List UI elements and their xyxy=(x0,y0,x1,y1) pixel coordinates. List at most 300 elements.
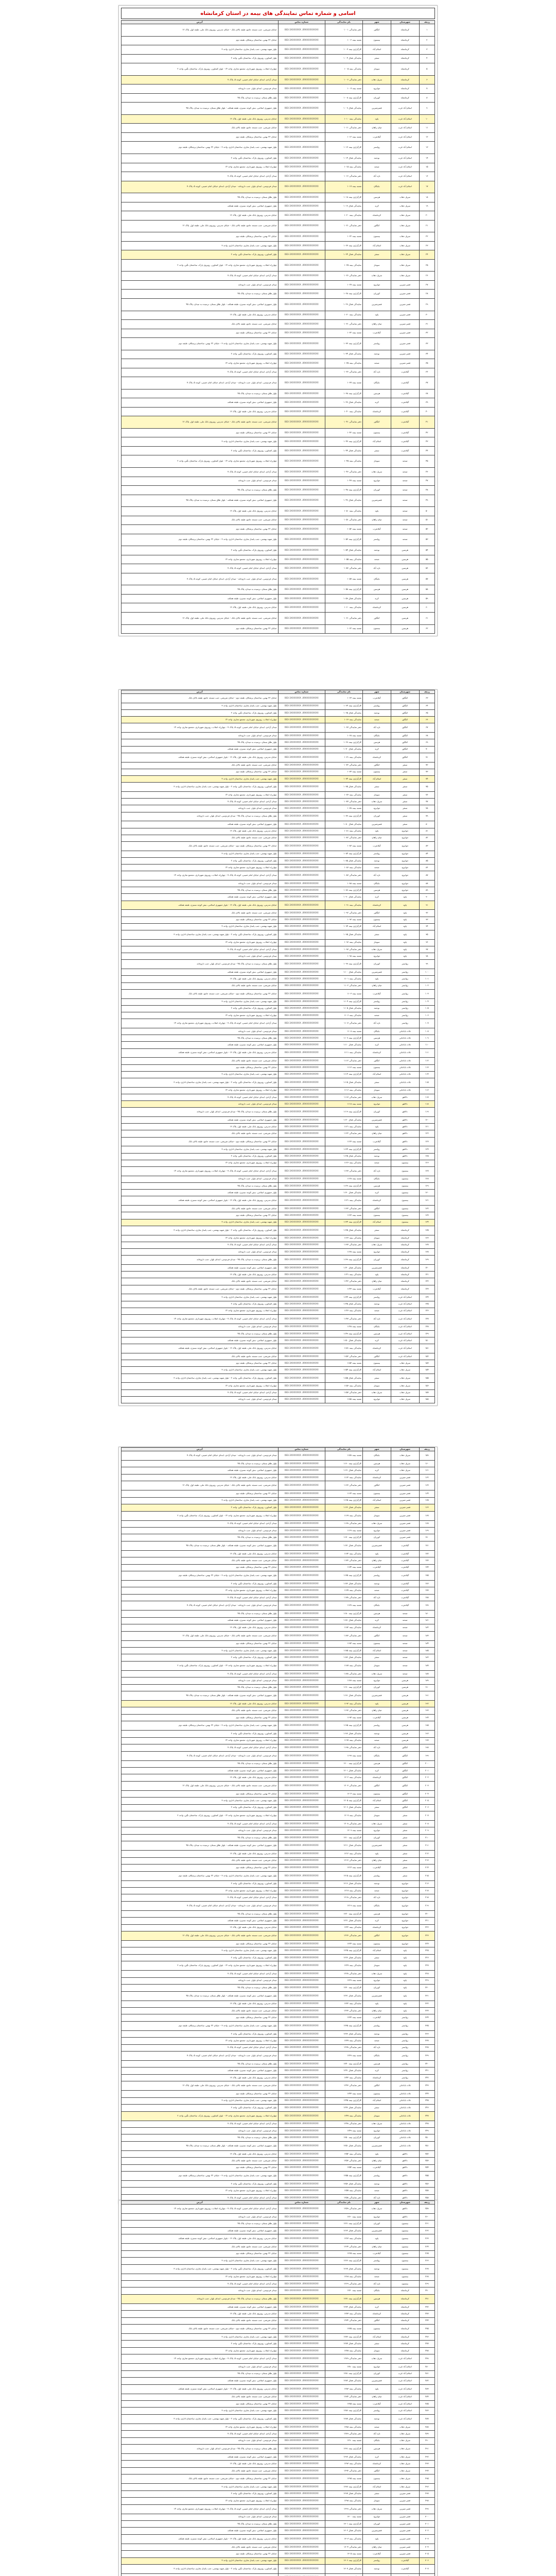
county-cell: بیستون xyxy=(391,2234,419,2244)
contact-cell: 083-3XXXXXXX ،09XXXXXXXXX xyxy=(278,930,325,940)
city-cell: قصرشیرین xyxy=(362,1541,391,1550)
column-header: شماره تماس xyxy=(278,21,325,24)
county-cell: قصر شیرین xyxy=(391,280,419,290)
row-number: ۱۰ xyxy=(419,114,435,124)
row-number: ۵۲ xyxy=(419,525,435,534)
agent-name-cell: دفتر نمایندگی ۱۲۹۴ xyxy=(325,2467,362,2474)
row-number: ۱۴۵ xyxy=(419,1301,435,1308)
contact-cell: 083-3XXXXXXX ،09XXXXXXXXX xyxy=(278,163,325,172)
contact-cell: 083-3XXXXXXX ،09XXXXXXXXX xyxy=(278,2424,325,2430)
county-cell: روانسر xyxy=(391,2014,419,2021)
table-row xyxy=(121,1461,435,1467)
address-cell: میدان فردوسی، ابتدای بلوار، جنب داروخانه - میدان آزادی، ابتدای خیابان امام خمینی، کوچه ۵، پلاک ۷ xyxy=(121,377,279,389)
county-cell: ثلاث باباجانی xyxy=(391,2111,419,2121)
contact-cell: 083-3XXXXXXX ،09XXXXXXXXX xyxy=(278,841,325,851)
table-row xyxy=(121,1101,435,1108)
county-cell: گیلانغرب xyxy=(391,1594,419,1601)
agent-name-cell: شعبه بیمه ۱۱۶۹ xyxy=(325,1527,362,1534)
table-row xyxy=(121,1751,435,1760)
agent-name-cell: کارگزاری بیمه ۱۳۰۱ xyxy=(325,2520,362,2527)
city-cell: جوانرود xyxy=(362,2214,391,2221)
city-cell: هرسین xyxy=(362,887,391,894)
city-cell: سنقر xyxy=(362,2490,391,2497)
address-cell: بلوار جمهوری اسلامی، نبش کوچه نسترن، طبقه همکف xyxy=(121,2378,279,2384)
address-cell: بلوار طاق بستان، نرسیده به میدان، پلاک ۴۵ xyxy=(121,2221,279,2227)
contact-cell: 083-3XXXXXXX ،09XXXXXXXXX xyxy=(278,1781,325,1790)
row-number: ۱۵۳ xyxy=(419,1360,435,1367)
address-cell: خیابان مدرس، روبروی بانک ملی، طبقه اول، پلاک ۱۲ xyxy=(121,1272,279,1278)
county-cell: کرمانشاه xyxy=(391,2287,419,2294)
address-cell: بلوار شهید بهشتی، جنب پاساژ تجاری، ساختمان اداری، واحد ۳ xyxy=(121,1219,279,1226)
contact-cell: 083-3XXXXXXX ،09XXXXXXXXX xyxy=(278,2274,325,2280)
address-cell: چهارراه انقلاب، روبروی شهرداری، مجتمع تجاری، واحد ۱۴ xyxy=(121,1235,279,1242)
table-row xyxy=(121,1242,435,1248)
agent-name-cell: کارگزاری بیمه ۱۰۷۹ xyxy=(325,812,362,821)
contact-cell: 083-3XXXXXXX ،09XXXXXXXXX xyxy=(278,1520,325,1527)
agent-name-cell: نمایندگی بیمه ۱۰۵۰ xyxy=(325,507,362,516)
county-cell: قصر شیرین xyxy=(391,1527,419,1534)
contact-cell: 083-3XXXXXXX ،09XXXXXXXXX xyxy=(278,2150,325,2157)
county-cell: دالاهو xyxy=(391,1101,419,1108)
table-row xyxy=(121,495,435,507)
table-row xyxy=(121,851,435,857)
row-number: ۱۷۹ xyxy=(419,1601,435,1611)
county-cell: سرپل ذهاب xyxy=(391,232,419,242)
city-cell: سومار xyxy=(362,1235,391,1242)
address-cell: خیابان مدرس، روبروی بانک ملی، طبقه اول، پلاک ۱۲ xyxy=(121,1924,279,1931)
county-cell: دالاهو xyxy=(391,1153,419,1160)
table-row xyxy=(121,2030,435,2037)
address-cell: میدان فردوسی، ابتدای بلوار، جنب داروخانه xyxy=(121,953,279,960)
contact-cell: 083-3XXXXXXX ،09XXXXXXXXX xyxy=(278,2001,325,2007)
contact-cell: 083-3XXXXXXX ،09XXXXXXXXX xyxy=(278,1774,325,1781)
agent-name-cell: نمایندگی فعال ۱۰۴۴ xyxy=(325,446,362,455)
agent-name-cell: نمایندگی فعال ۱۱۴۵ xyxy=(325,1301,362,1308)
row-number: ۲۲۰ xyxy=(419,1910,435,1917)
agent-name-cell: نمایندگی بیمه ۱۱۳۶ xyxy=(325,1235,362,1242)
table-row xyxy=(121,202,435,211)
row-number: ۱۳۱ xyxy=(419,1196,435,1206)
table-row xyxy=(121,1071,435,1078)
county-cell: هرسین xyxy=(391,1684,419,1691)
city-cell: گیلانغرب xyxy=(362,989,391,998)
address-cell: میدان آزادی، ابتدای خیابان امام خمینی، کوچه ۵، پلاک ۷ xyxy=(121,172,279,181)
address-cell: چهارراه انقلاب، روبروی شهرداری، مجتمع تجاری، واحد ۱۴ - بلوار کشاورز، روبروی پارک، ساختمان نگین، واحد ۲ xyxy=(121,1811,279,1821)
address-cell: بلوار طاق بستان، نرسیده به میدان، پلاک ۴۵ xyxy=(121,2061,279,2067)
city-cell: سومار xyxy=(362,1961,391,1971)
agent-name-cell: کارگزاری بیمه ۱۱۱۴ xyxy=(325,1071,362,1078)
table-row xyxy=(121,2188,435,2194)
row-number: ۱۹۰ xyxy=(419,1684,435,1691)
table-row xyxy=(121,969,435,976)
row-number: ۴ xyxy=(419,54,435,63)
address-cell: خیابان شریعتی، جنب مسجد جامع، طبقه بالای بانک xyxy=(121,1206,279,1212)
contact-cell: 083-3XXXXXXX ،09XXXXXXXXX xyxy=(278,329,325,338)
contact-cell: 083-3XXXXXXX ،09XXXXXXXXX xyxy=(278,1235,325,1242)
contact-cell: 083-3XXXXXXX ،09XXXXXXXXX xyxy=(278,894,325,901)
city-cell: کنگاور xyxy=(362,2317,391,2324)
row-number: ۲۹۶ xyxy=(419,2484,435,2490)
row-number: ۱۹۳ xyxy=(419,1707,435,1714)
city-cell: تازه آباد xyxy=(362,1314,391,1324)
table-row xyxy=(121,1124,435,1130)
city-cell: سرپل ذهاب xyxy=(362,2121,391,2127)
address-cell xyxy=(121,2574,279,2576)
city-cell: تازه آباد xyxy=(362,368,391,377)
contact-cell: 083-3XXXXXXX ،09XXXXXXXXX xyxy=(278,910,325,917)
column-header: شماره تماس xyxy=(278,690,325,694)
county-cell: دالاهو xyxy=(391,2214,419,2221)
table-row xyxy=(121,1617,435,1624)
table-row xyxy=(121,1581,435,1587)
county-cell: روانسر xyxy=(391,2074,419,2081)
city-cell: باینگان xyxy=(362,1451,391,1461)
city-cell: سرپل ذهاب xyxy=(362,468,391,477)
address-cell: چهارراه انقلاب، روبروی شهرداری، مجتمع تجاری، واحد ۱۴ - بلوار کشاورز، روبروی پارک، ساختمان نگین، واحد ۲ xyxy=(121,1661,279,1670)
city-cell: بیستون xyxy=(362,2475,391,2484)
county-cell: قصر شیرین xyxy=(391,1534,419,1541)
row-number: ۵۱ xyxy=(419,516,435,525)
address-cell: میدان آزادی، ابتدای خیابان امام خمینی، کوچه ۵، پلاک ۷ xyxy=(121,2121,279,2127)
county-cell: کرمانشاه xyxy=(391,1235,419,1242)
city-cell: سرپل ذهاب xyxy=(362,946,391,953)
row-number: ۱۳ xyxy=(419,142,435,154)
contact-cell: 083-3XXXXXXX ،09XXXXXXXXX xyxy=(278,2038,325,2044)
county-cell: بیستون xyxy=(391,1190,419,1196)
city-cell: تازه آباد xyxy=(362,2431,391,2437)
address-cell: بلوار طاق بستان، نرسیده به میدان، پلاک ۴۵ xyxy=(121,2370,279,2377)
county-cell: صحنه xyxy=(391,1647,419,1654)
agent-name-cell: کارگزاری بیمه ۱۰۳۸ xyxy=(325,389,362,398)
table-row xyxy=(121,124,435,133)
row-number: ۱۵۷ xyxy=(419,1389,435,1396)
contact-cell: 083-3XXXXXXX ،09XXXXXXXXX xyxy=(278,1019,325,1028)
agent-name-cell: شعبه بیمه ۱۰۶۳ xyxy=(325,694,362,703)
county-cell: ثلاث باباجانی xyxy=(391,2127,419,2134)
county-cell: سنقر xyxy=(391,799,419,805)
row-number: ۴۶ xyxy=(419,468,435,477)
city-cell: کنگاور xyxy=(362,910,391,917)
row-number: ۵۷ xyxy=(419,573,435,585)
contact-cell: 083-3XXXXXXX ،09XXXXXXXXX xyxy=(278,338,325,350)
city-cell: پاوه xyxy=(362,507,391,516)
address-cell: بلوار جمهوری اسلامی، نبش کوچه نسترن، طبقه همکف xyxy=(121,1190,279,1196)
address-cell: خیابان شریعتی، جنب مسجد جامع، طبقه بالای بانک xyxy=(121,2158,279,2164)
row-number: ۷۳ xyxy=(419,769,435,775)
agent-name-cell: نمایندگی فعال ۱۱۳۵ xyxy=(325,1226,362,1235)
contact-cell: 083-3XXXXXXX ،09XXXXXXXXX xyxy=(278,2303,325,2310)
city-cell: تازه آباد xyxy=(362,2194,391,2201)
address-cell: خیابان ۲۲ بهمن، ساختمان پزشکان، طبقه دوم xyxy=(121,1714,279,1721)
county-cell: پاوه xyxy=(391,901,419,910)
address-cell: خیابان شریعتی، جنب مسجد جامع، طبقه بالای بانک xyxy=(121,320,279,329)
contact-cell: 083-3XXXXXXX ،09XXXXXXXXX xyxy=(278,507,325,516)
city-cell: پاوه xyxy=(362,1701,391,1707)
row-number: ۱۲ xyxy=(419,132,435,142)
agent-name-cell: کارگزاری بیمه ۱۱۵۴ xyxy=(325,1367,362,1374)
table-row xyxy=(121,871,435,880)
agent-name-cell: دفتر نمایندگی ۱۲۳۸ xyxy=(325,2044,362,2051)
table-row xyxy=(121,2038,435,2044)
city-cell: کوزران xyxy=(362,2134,391,2141)
contact-cell: 083-3XXXXXXX ،09XXXXXXXXX xyxy=(278,1264,325,1271)
contact-cell: 083-3XXXXXXX ،09XXXXXXXXX xyxy=(278,1941,325,1947)
row-number: ۵ xyxy=(419,63,435,76)
county-cell: اسلام آباد غرب xyxy=(391,181,419,193)
agent-name-cell: کارگزاری بیمه ۱۰۲۳ xyxy=(325,241,362,250)
agent-name-cell: کارگزاری بیمه ۱۱۹۰ xyxy=(325,1684,362,1691)
county-cell: کرمانشاه xyxy=(391,2303,419,2310)
address-cell: میدان آزادی، ابتدای خیابان امام خمینی، کوچه ۵، پلاک ۷ xyxy=(121,1971,279,1977)
row-number: ۷۸ xyxy=(419,805,435,812)
address-cell: بلوار شهید بهشتی، جنب پاساژ تجاری، ساختمان اداری، واحد ۳ xyxy=(121,2484,279,2490)
county-cell: سنقر xyxy=(391,1871,419,1880)
county-cell: روانسر xyxy=(391,1019,419,1028)
contact-cell: 083-3XXXXXXX ،09XXXXXXXXX xyxy=(278,1474,325,1481)
contact-cell xyxy=(278,2574,325,2576)
agent-name-cell: کارگزاری بیمه ۱۰۷۴ xyxy=(325,775,362,782)
row-number: ۲۹۴ xyxy=(419,2467,435,2474)
agent-name-cell: کارگزاری بیمه ۱۰۱۸ xyxy=(325,193,362,202)
address-cell: بلوار طاق بستان، نرسیده به میدان، پلاک ۴۵ xyxy=(121,93,279,103)
county-cell: بیستون xyxy=(391,2280,419,2287)
county-cell: جوانرود xyxy=(391,865,419,871)
address-cell: میدان فردوسی، ابتدای بلوار، جنب داروخانه - میدان آزادی، ابتدای خیابان امام خمینی، کوچه ۵، پلاک ۷ xyxy=(121,1751,279,1760)
address-cell: بلوار کشاورز، روبروی پارک، ساختمان نگین، واحد ۲ xyxy=(121,2490,279,2497)
agent-name-cell: نمایندگی بیمه ۱۱۵۱ xyxy=(325,1344,362,1353)
county-cell: بیستون xyxy=(391,2264,419,2274)
table-header-row xyxy=(121,1448,435,1451)
agent-name-cell: نمایندگی فعال ۱۲۴۶ xyxy=(325,2105,362,2111)
contact-cell: 083-3XXXXXXX ،09XXXXXXXXX xyxy=(278,181,325,193)
city-cell: باینگان xyxy=(362,181,391,193)
county-cell: کنگاور xyxy=(391,1781,419,1790)
city-cell: پاوه xyxy=(362,114,391,124)
table-row xyxy=(121,1721,435,1731)
agent-name-cell: کارگزاری بیمه ۱۰۶۴ xyxy=(325,703,362,709)
city-cell: کوزران xyxy=(362,2370,391,2377)
city-cell: کرند xyxy=(362,1617,391,1624)
table-row xyxy=(121,739,435,746)
contact-cell: 083-3XXXXXXX ،09XXXXXXXXX xyxy=(278,1640,325,1647)
address-cell: خیابان شریعتی، جنب مسجد جامع، طبقه بالای بانک xyxy=(121,2317,279,2324)
agent-name-cell: شعبه بیمه ۱۰۵۷ xyxy=(325,573,362,585)
agent-name-cell: شعبه بیمه ۱۰۱۲ xyxy=(325,132,362,142)
row-number: ۱۶۴ xyxy=(419,1490,435,1497)
city-cell: پاوه xyxy=(362,311,391,320)
city-cell: سومار xyxy=(362,2111,391,2121)
city-cell: کرند xyxy=(362,1918,391,1924)
agent-name-cell: نمایندگی بیمه ۱۱۹۷ xyxy=(325,1737,362,1744)
city-cell: گیلانغرب xyxy=(362,2400,391,2407)
county-cell: سرپل ذهاب xyxy=(391,272,419,281)
address-cell: بلوار کشاورز، روبروی پارک، ساختمان نگین، واحد ۲ - بلوار شهید بهشتی، جنب پاساژ تجاری، ساختمان اداری، واحد ۳ xyxy=(121,2565,279,2574)
table-row xyxy=(121,791,435,798)
city-cell: صحنه xyxy=(362,1308,391,1314)
city-cell: جوانرود xyxy=(362,2514,391,2520)
agent-name-cell: دفتر نمایندگی ۱۰۳۱ xyxy=(325,320,362,329)
address-cell: چهارراه انقلاب، روبروی شهرداری، مجتمع تجاری، واحد ۱۴ - بلوار کشاورز، روبروی پارک، ساختمان نگین، واحد ۲ xyxy=(121,455,279,468)
row-number: ۱۷۰ xyxy=(419,1534,435,1541)
table-row xyxy=(121,45,435,55)
contact-cell: 083-3XXXXXXX ،09XXXXXXXXX xyxy=(278,821,325,828)
table-row xyxy=(121,733,435,739)
row-number: ۲۷۴ xyxy=(419,2317,435,2324)
row-number: ۴۰ xyxy=(419,407,435,416)
contact-cell: 083-3XXXXXXX ،09XXXXXXXXX xyxy=(278,812,325,821)
city-cell: کرمانشاه xyxy=(362,2074,391,2081)
contact-cell: 083-3XXXXXXX ،09XXXXXXXXX xyxy=(278,1101,325,1108)
contact-cell: 083-3XXXXXXX ،09XXXXXXXXX xyxy=(278,2414,325,2424)
row-number: ۱۸ xyxy=(419,193,435,202)
row-number: ۱۰۴ xyxy=(419,998,435,1005)
row-number: ۲۱۲ xyxy=(419,1851,435,1857)
contact-cell: 083-3XXXXXXX ،09XXXXXXXXX xyxy=(278,2121,325,2127)
county-cell: صحنه xyxy=(391,1624,419,1631)
row-number: ۲۱۶ xyxy=(419,1880,435,1887)
contact-cell: 083-3XXXXXXX ،09XXXXXXXXX xyxy=(278,84,325,94)
agent-name-cell: دفتر نمایندگی ۱۱۲۷ xyxy=(325,1167,362,1176)
city-cell: تازه آباد xyxy=(362,1019,391,1028)
agent-name-cell: نمایندگی بیمه ۱۱۸۲ xyxy=(325,1624,362,1631)
county-cell: پاوه xyxy=(391,2001,419,2007)
county-cell: صحنه xyxy=(391,516,419,525)
address-cell: بلوار کشاورز، روبروی پارک، ساختمان نگین، واحد ۲ xyxy=(121,1731,279,1737)
address-cell: میدان آزادی، ابتدای خیابان امام خمینی، کوچه ۵، پلاک ۷ xyxy=(121,564,279,573)
city-cell: صحنه xyxy=(362,2188,391,2194)
county-cell: کرمانشاه xyxy=(391,1278,419,1285)
agent-name-cell: شعبه بیمه ۱۰۳۷ xyxy=(325,377,362,389)
city-cell: میان راهان xyxy=(362,1278,391,1285)
agent-name-cell: شعبه بیمه ۱۱۵۳ xyxy=(325,1360,362,1367)
contact-cell: 083-3XXXXXXX ،09XXXXXXXXX xyxy=(278,762,325,769)
county-cell: جوانرود xyxy=(391,1910,419,1917)
county-cell: دالاهو xyxy=(391,1117,419,1124)
contact-cell: 083-3XXXXXXX ،09XXXXXXXXX xyxy=(278,710,325,717)
table-row xyxy=(121,1894,435,1901)
address-cell: میدان آزادی، ابتدای خیابان امام خمینی، کوچه ۵، پلاک ۷ xyxy=(121,1389,279,1396)
agent-name-cell: کارگزاری بیمه ۱۲۱۵ xyxy=(325,1871,362,1880)
agent-name-cell: دفتر نمایندگی ۱۱۳۷ xyxy=(325,1242,362,1248)
county-cell: کرمانشاه xyxy=(391,54,419,63)
row-number: ۱۶۹ xyxy=(419,1527,435,1534)
address-cell: بلوار کشاورز، روبروی پارک، ساختمان نگین، واحد ۲ - بلوار شهید بهشتی، جنب پاساژ تجاری، ساختمان اداری، واحد ۳ xyxy=(121,1078,279,1087)
city-cell: کرمانشاه xyxy=(362,211,391,221)
county-cell: گیلانغرب xyxy=(391,2557,419,2564)
contact-cell: 083-3XXXXXXX ،09XXXXXXXXX xyxy=(278,1504,325,1511)
row-number: ۲۰۵ xyxy=(419,1798,435,1804)
table-row xyxy=(121,2105,435,2111)
address-cell: بلوار شهید بهشتی، جنب پاساژ تجاری، ساختمان اداری، واحد ۳ xyxy=(121,703,279,709)
table-row xyxy=(121,2021,435,2030)
agent-name-cell: شعبه بیمه ۱۱۰۸ xyxy=(325,1028,362,1035)
table-row xyxy=(121,1971,435,1977)
address-cell: میدان آزادی، ابتدای خیابان امام خمینی، کوچه ۵، پلاک ۷ xyxy=(121,2280,279,2287)
county-cell: سرپل ذهاب xyxy=(391,1461,419,1467)
agent-name-cell: نمایندگی فعال ۱۲۸۲ xyxy=(325,2378,362,2384)
city-cell: سرپل ذهاب xyxy=(362,1389,391,1396)
table-row xyxy=(121,1887,435,1894)
city-cell: صحنه xyxy=(362,2424,391,2430)
agent-name-cell: شعبه بیمه ۱۲۲۴ xyxy=(325,1941,362,1947)
agent-name-cell: کارگزاری بیمه ۱۲۳۵ xyxy=(325,2021,362,2030)
table-row xyxy=(121,1865,435,1871)
city-cell: جوانرود xyxy=(362,2364,391,2370)
contact-cell: 083-3XXXXXXX ،09XXXXXXXXX xyxy=(278,534,325,546)
contact-cell: 083-3XXXXXXX ،09XXXXXXXXX xyxy=(278,1961,325,1971)
county-cell: ثلاث باباجانی xyxy=(391,1087,419,1094)
city-cell: سومار xyxy=(362,2347,391,2354)
contact-cell: 083-3XXXXXXX ،09XXXXXXXXX xyxy=(278,2454,325,2461)
county-cell: قصر شیرین xyxy=(391,1497,419,1504)
address-cell: خیابان ۲۲ بهمن، ساختمان پزشکان، طبقه دوم xyxy=(121,2091,279,2097)
county-cell: صحنه xyxy=(391,477,419,486)
agent-name-cell: شعبه بیمه ۱۲۱۴ xyxy=(325,1865,362,1871)
row-number: ۲۹۹ xyxy=(419,2504,435,2514)
table-row xyxy=(121,2287,435,2294)
county-cell: اسلام آباد غرب xyxy=(391,1294,419,1301)
city-cell: نودشه xyxy=(362,1581,391,1587)
table-row xyxy=(121,1212,435,1219)
contact-cell: 083-3XXXXXXX ،09XXXXXXXXX xyxy=(278,1857,325,1864)
agent-name-cell: دفتر نمایندگی ۱۲۱۸ xyxy=(325,1894,362,1901)
table-row xyxy=(121,1880,435,1887)
row-number: ۲۸۲ xyxy=(419,2378,435,2384)
county-cell: هرسین xyxy=(391,1691,419,1701)
address-cell: خیابان شریعتی، جنب مسجد جامع، طبقه بالای بانک xyxy=(121,1058,279,1064)
table-row xyxy=(121,1977,435,1984)
county-cell: ثلاث باباجانی xyxy=(391,1058,419,1064)
row-number: ۲۸۶ xyxy=(419,2408,435,2414)
county-cell: گیلانغرب xyxy=(391,1571,419,1581)
address-cell: چهارراه انقلاب، روبروی شهرداری، مجتمع تجاری، واحد ۱۴ xyxy=(121,1160,279,1166)
city-cell: هرسین xyxy=(362,1183,391,1190)
agent-name-cell: نمایندگی فعال ۱۰۷۰ xyxy=(325,746,362,753)
city-cell: قصرشیرین xyxy=(362,821,391,828)
county-cell: سنقر xyxy=(391,821,419,828)
address-cell: بلوار کشاورز، روبروی پارک، ساختمان نگین، واحد ۲ xyxy=(121,857,279,864)
row-number: ۱۷ xyxy=(419,181,435,193)
row-number: ۲۹۸ xyxy=(419,2498,435,2504)
city-cell: بیستون xyxy=(362,36,391,45)
agent-name-cell: دفتر نمایندگی ۱۰۴۶ xyxy=(325,468,362,477)
row-number: ۷۵ xyxy=(419,783,435,792)
county-cell: سرپل ذهاب xyxy=(391,220,419,232)
table-row xyxy=(121,280,435,290)
address-cell: خیابان مدرس، روبروی بانک ملی، طبقه اول، پلاک ۱۲ xyxy=(121,1851,279,1857)
county-cell: گیلانغرب xyxy=(391,1541,419,1550)
table-row xyxy=(121,1330,435,1337)
table-row xyxy=(121,723,435,733)
contact-cell: 083-3XXXXXXX ،09XXXXXXXXX xyxy=(278,2490,325,2497)
contact-cell: 083-3XXXXXXX ،09XXXXXXXXX xyxy=(278,1467,325,1474)
row-number: ۲۲۶ xyxy=(419,1954,435,1961)
agent-name-cell: نمایندگی بیمه ۱۲۲۷ xyxy=(325,1961,362,1971)
address-cell: بلوار کشاورز، روبروی پارک، ساختمان نگین، واحد ۲ xyxy=(121,2105,279,2111)
address-cell: بلوار شهید بهشتی، جنب پاساژ تجاری، ساختمان اداری، واحد ۳ xyxy=(121,2408,279,2414)
contact-cell: 083-3XXXXXXX ،09XXXXXXXXX xyxy=(278,389,325,398)
address-cell: خیابان ۲۲ بهمن، ساختمان پزشکان، طبقه دوم xyxy=(121,917,279,923)
city-cell: اسلام آباد xyxy=(362,2097,391,2104)
agent-name-cell: کارگزاری بیمه ۱۱۰۹ xyxy=(325,1035,362,1042)
row-number: ۹۹ xyxy=(419,960,435,969)
city-cell: کرمانشاه xyxy=(362,1196,391,1206)
address-cell: بلوار شهید بهشتی، جنب پاساژ تجاری، ساختمان اداری، واحد ۳ xyxy=(121,45,279,55)
city-cell: هرسین xyxy=(362,1035,391,1042)
city-cell: میان راهان xyxy=(362,124,391,133)
county-cell: سنقر xyxy=(391,791,419,798)
address-cell: خیابان مدرس، روبروی بانک ملی، طبقه اول، پلاک ۱۲ xyxy=(121,507,279,516)
